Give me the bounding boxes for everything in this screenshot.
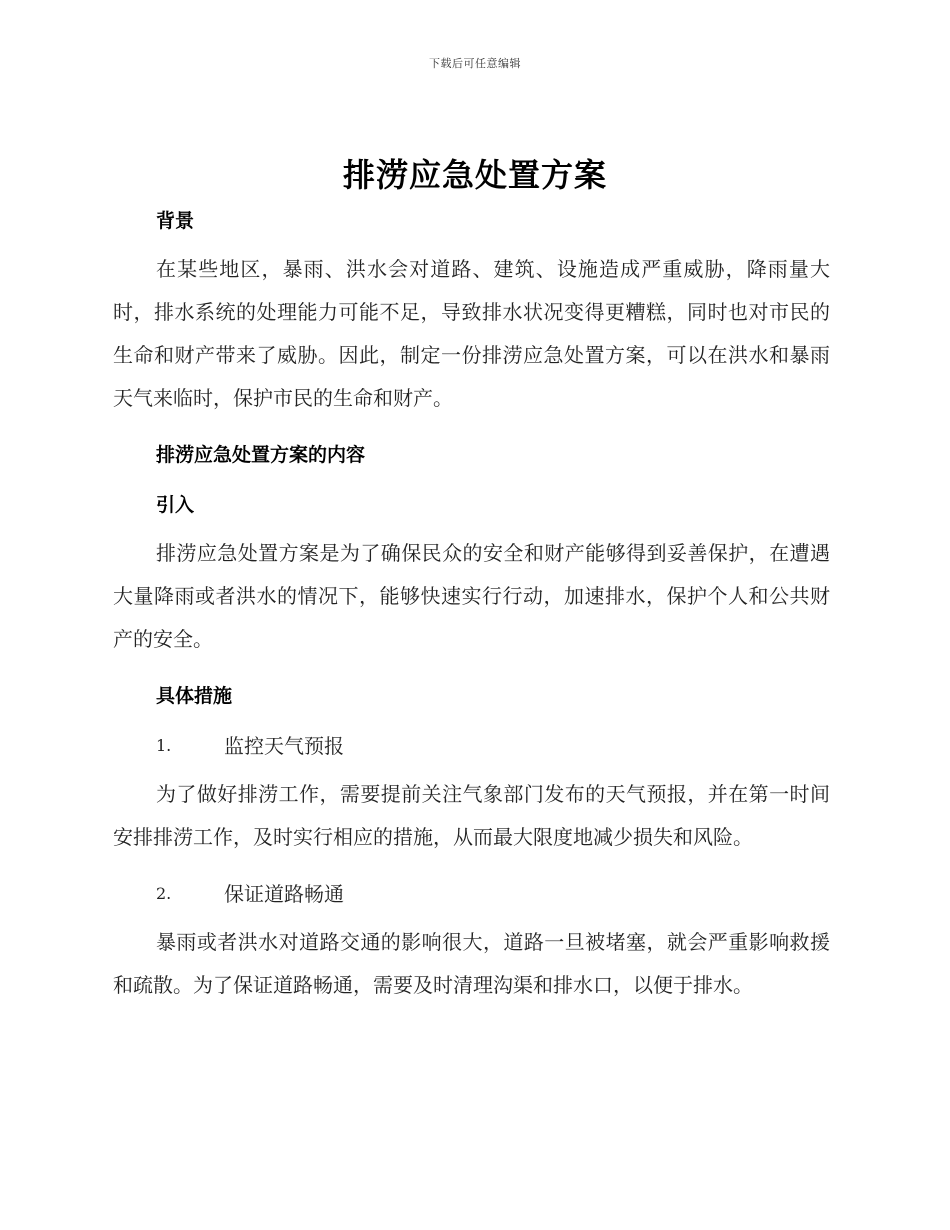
section-heading-intro: 引入 [156,494,195,516]
section-heading-content: 排涝应急处置方案的内容 [156,444,366,466]
document-body [113,198,830,1019]
measure-item-2 [156,871,830,921]
measure-number: 2. [156,884,172,903]
page-header-note: 下载后可任意编辑 [429,57,521,70]
section-heading-measures: 具体措施 [156,685,233,707]
section-heading-background: 背景 [156,210,195,232]
measure-title: 保证道路畅通 [224,882,344,906]
background-paragraph: 在某些地区，暴雨、洪水会对道路、建筑、设施造成严重威胁，降雨量大时，排水系统的处理能力可能不足，导致排水状况变得更糟糕，同时也对市民的生命和财产带来了威胁。因此，制定一份排涝应急处置方案，可以在洪水和暴雨天气来临时，保护市民的生命和财产。 [113,257,830,410]
measure-1-paragraph: 为了做好排涝工作，需要提前关注气象部门发布的天气预报，并在第一时间安排排涝工作，及时实行相应的措施，从而最大限度地减少损失和风险。 [113,782,830,849]
measure-item-1 [156,723,830,773]
measure-2-paragraph: 暴雨或者洪水对道路交通的影响很大，道路一旦被堵塞，就会严重影响救援和疏散。为了保证道路畅通，需要及时清理沟渠和排水口，以便于排水。 [113,930,830,997]
intro-paragraph: 排涝应急处置方案是为了确保民众的安全和财产能够得到妥善保护，在遭遇大量降雨或者洪水的情况下，能够快速实行行动，加速排水，保护个人和公共财产的安全。 [113,541,830,651]
document-title: 排涝应急处置方案 [342,156,607,194]
measure-number: 1. [156,736,172,755]
measure-title: 监控天气预报 [224,734,344,758]
